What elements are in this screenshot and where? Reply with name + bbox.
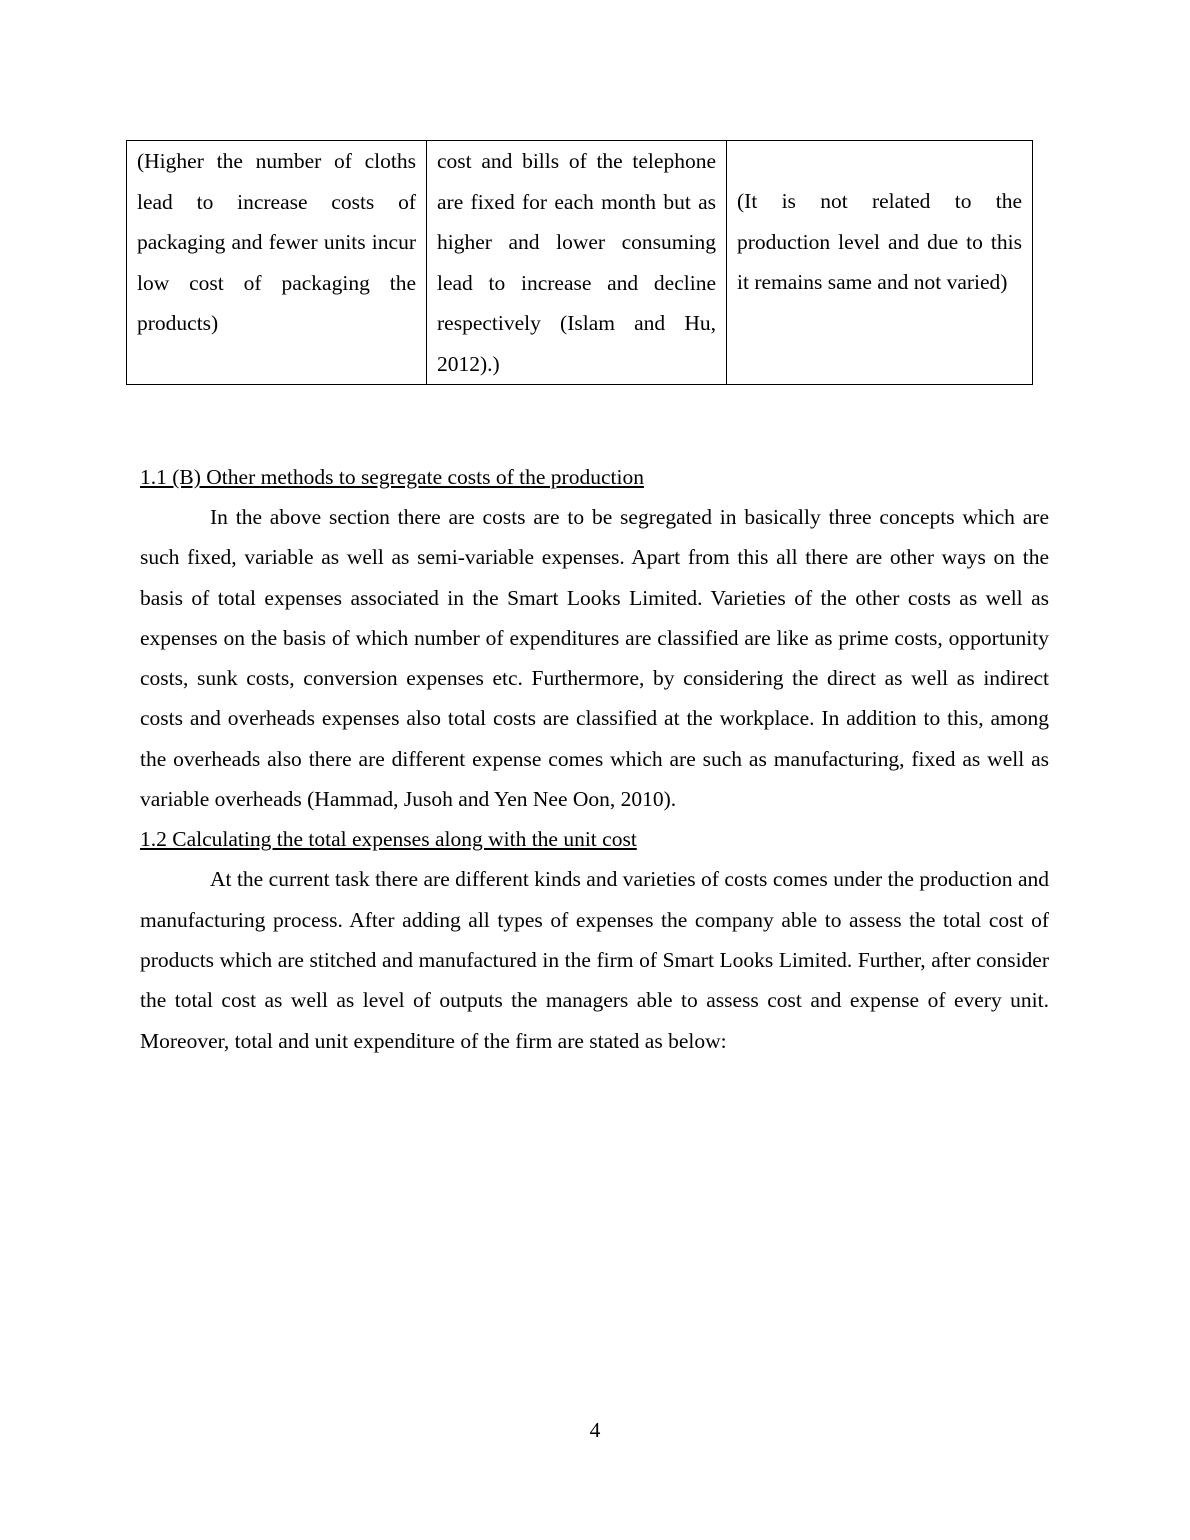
table-row bbox=[127, 141, 1033, 385]
table-cell-fixed-cost bbox=[727, 141, 1033, 385]
table-cell-variable-cost bbox=[127, 141, 427, 385]
section-heading-total-expenses: 1.2 Calculating the total expenses along with the unit cost bbox=[140, 827, 637, 852]
page-number: 4 bbox=[589, 1418, 601, 1442]
section-heading-other-methods: 1.1 (B) Other methods to segregate costs of the production bbox=[140, 465, 644, 489]
cost-classification-table bbox=[126, 140, 1033, 385]
cell-text: cost and bills of the telephone are fixed for each month but as higher and lower consuming lead to increase and decline respectively (Islam and Hu, 2012).) bbox=[437, 149, 716, 376]
table-cell-semi-variable-cost bbox=[427, 141, 727, 385]
document-body bbox=[140, 457, 1049, 1061]
paragraph-total-expenses: At the current task there are different kinds and varieties of costs comes under the production and manufacturing process. After adding all types of expenses the company able to assess the total cost of products which are stitched and manufactured in the firm of Smart Looks Limited. Further, after consider the total cost as well as level of outputs the managers able to assess cost and expense of every unit. Moreover, total and unit expenditure of the firm are stated as below: bbox=[140, 867, 1049, 1053]
cell-text: (Higher the number of cloths lead to increase costs of packaging and fewer units incur low cost of packaging the products) bbox=[137, 149, 416, 335]
paragraph-other-methods: In the above section there are costs are to be segregated in basically three concepts which are such fixed, variable as well as semi-variable expenses. Apart from this all there are other ways on the basis of total expenses associated in the Smart Looks Limited. Varieties of the other costs as well as expenses on the basis of which number of expenditures are classified are like as prime costs, opportunity costs, sunk costs, conversion expenses etc. Furthermore, by considering the direct as well as indirect costs and overheads expenses also total costs are classified at the workplace. In addition to this, among the overheads also there are different expense comes which are such as manufacturing, fixed as well as variable overheads (Hammad, Jusoh and Yen Nee Oon, 2010). bbox=[140, 505, 1049, 812]
cell-text: (It is not related to the production level and due to this it remains same and not varied) bbox=[737, 189, 1022, 294]
